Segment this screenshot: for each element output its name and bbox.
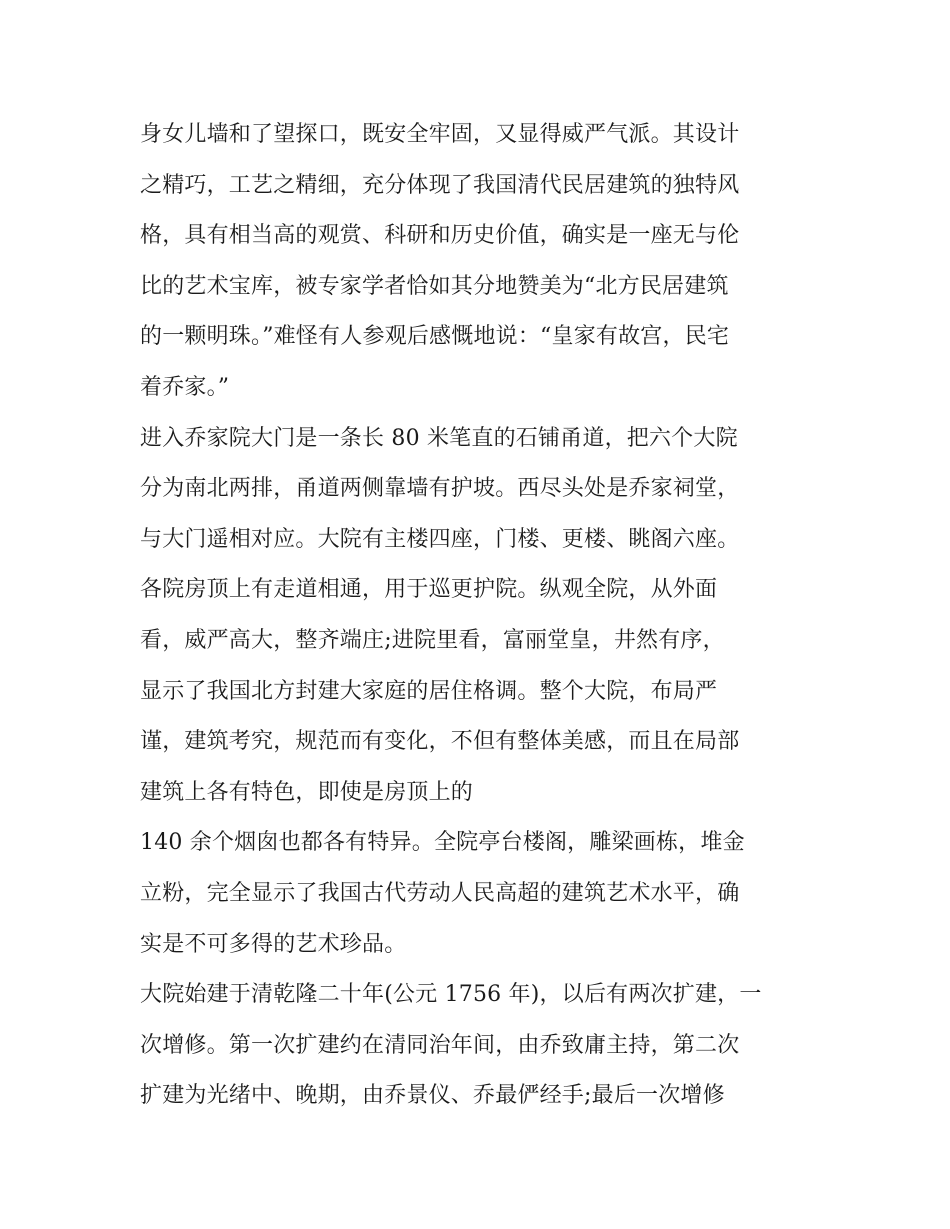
text-line: 与大门遥相对应。大院有主楼四座，门楼、更楼、眺阁六座。 [140, 526, 740, 552]
text-line: 立粉，完全显示了我国古代劳动人民高超的建筑艺术水平，确 [140, 880, 740, 906]
text-line: 之精巧，工艺之精细，充分体现了我国清代民居建筑的独特风 [140, 172, 740, 198]
text-line: 140 余个烟囱也都各有特异。全院亭台楼阁，雕梁画栋，堆金 [140, 830, 745, 856]
text-line: 的一颗明珠。”难怪有人参观后感慨地说：“皇家有故宫，民宅 [140, 324, 730, 350]
text-line: 格，具有相当高的观赏、科研和历史价值，确实是一座无与伦 [140, 223, 740, 249]
text-line: 进入乔家院大门是一条长 80 米笔直的石铺甬道，把六个大院 [140, 425, 738, 451]
text-line: 看，威严高大，整齐端庄;进院里看，富丽堂皇，井然有序， [140, 627, 725, 653]
text-line: 谨，建筑考究，规范而有变化，不但有整体美感，而且在局部 [140, 729, 740, 755]
text-line: 着乔家。” [140, 374, 230, 400]
text-line: 显示了我国北方封建大家庭的居住格调。整个大院，布局严 [140, 678, 718, 704]
text-line: 比的艺术宝库，被专家学者恰如其分地赞美为“北方民居建筑 [140, 273, 729, 299]
text-line: 各院房顶上有走道相通，用于巡更护院。纵观全院，从外面 [140, 577, 718, 603]
text-line: 扩建为光绪中、晚期，由乔景仪、乔最俨经手;最后一次增修 [140, 1083, 725, 1109]
text-line: 次增修。第一次扩建约在清同治年间，由乔致庸主持，第二次 [140, 1032, 740, 1058]
body-text [140, 110, 820, 1122]
text-line: 大院始建于清乾隆二十年(公元 1756 年)，以后有两次扩建，一 [140, 982, 762, 1008]
text-line: 建筑上各有特色，即使是房顶上的 [140, 779, 474, 805]
text-line: 分为南北两排，甬道两侧靠墙有护坡。西尽头处是乔家祠堂， [140, 476, 740, 502]
text-line: 实是不可多得的艺术珍品。 [140, 931, 407, 957]
text-line: 身女儿墙和了望探口，既安全牢固，又显得威严气派。其设计 [140, 122, 740, 147]
